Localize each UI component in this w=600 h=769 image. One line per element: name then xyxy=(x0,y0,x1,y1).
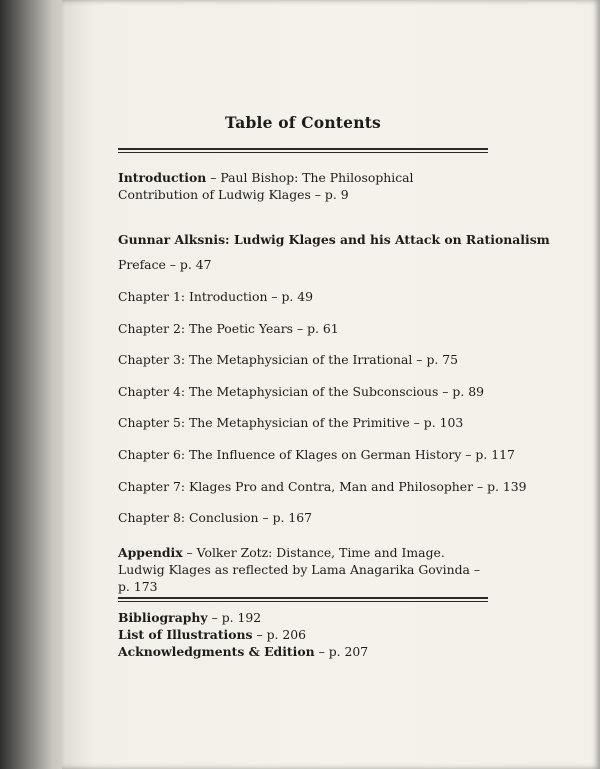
toc-entry-chapter-2: Chapter 2: The Poetic Years – p. 61 xyxy=(118,321,339,336)
top-double-rule xyxy=(118,148,488,154)
toc-appendix xyxy=(118,544,493,595)
intro-label: Introduction xyxy=(118,170,207,185)
toc-entry-chapter-6: Chapter 6: The Influence of Klages on German History – p. 117 xyxy=(118,447,515,462)
toc-entry-chapter-7: Chapter 7: Klages Pro and Contra, Man and Philosopher – p. 139 xyxy=(118,479,527,494)
toc-entry-chapter-3: Chapter 3: The Metaphysician of the Irrational – p. 75 xyxy=(118,352,459,367)
toc-entry-chapter-5: Chapter 5: The Metaphysician of the Primitive – p. 103 xyxy=(118,415,464,430)
appendix-sep: – xyxy=(182,545,197,560)
book-gutter xyxy=(0,0,70,769)
page-title: Table of Contents xyxy=(224,113,381,132)
intro-sep: – xyxy=(206,170,221,185)
appendix-text: Volker Zotz: Distance, Time and Image. Ludwig Klages as reflected by Lama Anagarika Govinda – p. 173 xyxy=(118,545,481,594)
toc-entry-chapter-1: Chapter 1: Introduction – p. 49 xyxy=(118,289,314,304)
intro-text: Paul Bishop: The Philosophical Contribution of Ludwig Klages – p. 9 xyxy=(118,170,414,202)
toc-entry-acknowledgments: Acknowledgments & Edition – p. 207 xyxy=(118,644,369,659)
toc-entry-chapter-4: Chapter 4: The Metaphysician of the Subconscious – p. 89 xyxy=(118,384,484,399)
bottom-double-rule xyxy=(118,597,488,603)
toc-entry-bibliography: Bibliography – p. 192 xyxy=(118,610,262,625)
toc-entry-preface: Preface – p. 47 xyxy=(118,257,212,272)
appendix-label: Appendix xyxy=(118,545,183,560)
toc-entry-chapter-8: Chapter 8: Conclusion – p. 167 xyxy=(118,510,313,525)
toc-intro xyxy=(118,169,493,203)
toc-entry-illustrations: List of Illustrations – p. 206 xyxy=(118,627,307,642)
section-heading: Gunnar Alksnis: Ludwig Klages and his Attack on Rationalism xyxy=(118,232,550,247)
